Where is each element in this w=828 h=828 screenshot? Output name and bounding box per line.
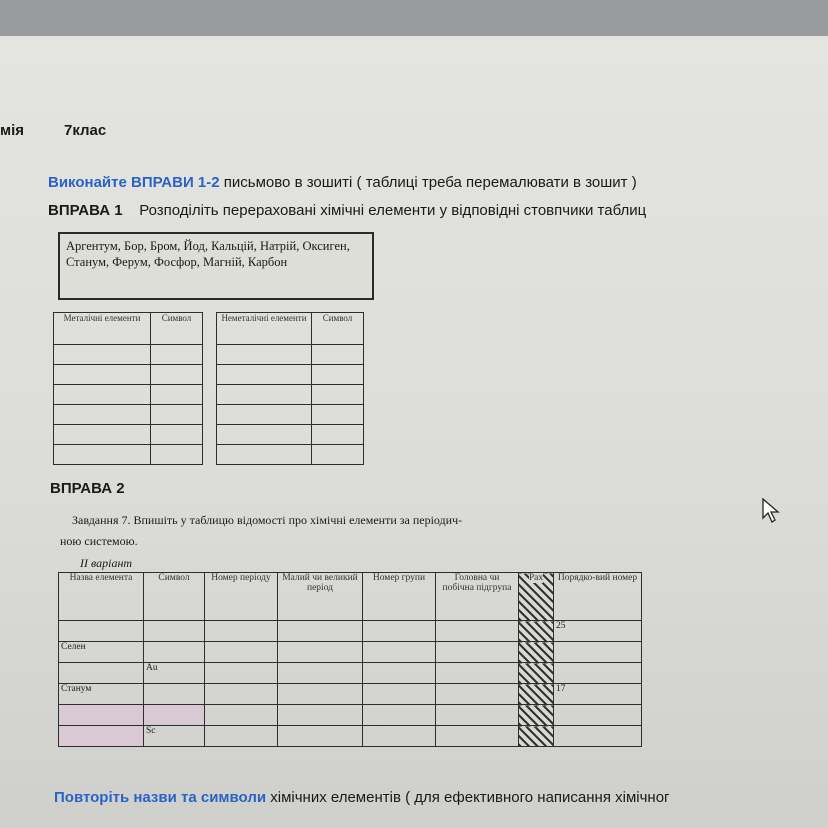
instruction-highlight: Виконайте ВПРАВИ 1-2 <box>48 174 220 191</box>
elements-info-table <box>58 572 642 747</box>
metals-header-symbol: Символ <box>151 313 203 345</box>
col-header-name: Назва елемента <box>59 573 144 621</box>
table-row <box>59 621 642 642</box>
row3-symbol: Au <box>144 663 205 684</box>
col-header-hatched <box>519 573 554 621</box>
instruction-line <box>48 174 637 191</box>
variant-label: II варіант <box>80 556 133 570</box>
metals-table <box>53 312 203 465</box>
top-bar <box>0 0 828 36</box>
subject-label: мія <box>0 122 25 139</box>
nonmetals-header-name: Неметалічні елементи <box>217 313 312 345</box>
exercise2-label: ВПРАВА 2 <box>50 480 125 497</box>
footer-highlight: Повторіть назви та символи <box>54 789 267 806</box>
col-header-group: Номер групи <box>363 573 436 621</box>
col-header-symbol: Символ <box>144 573 205 621</box>
row1-number: 25 <box>554 621 642 642</box>
row4-name: Станум <box>59 684 144 705</box>
instruction-text: письмово в зошиті ( таблиці треба перемалювати в зошит ) <box>223 174 637 191</box>
grade-label: 7клас <box>64 122 107 139</box>
task-line-1: Завдання 7. Впишіть у таблицю відомості про хімічні елементи за періодич- <box>72 513 463 527</box>
exercise1-label: ВПРАВА 1 <box>48 202 123 219</box>
nonmetals-header-symbol: Символ <box>312 313 364 345</box>
col-header-period: Номер періоду <box>205 573 278 621</box>
exercise1-text: Розподіліть перераховані хімічні елементи у відповідні стовпчики таблиц <box>139 202 647 219</box>
hatched-header-text: Рах <box>528 573 544 583</box>
element-list-box: Аргентум, Бор, Бром, Йод, Кальцій, Натрій, Оксиген, Станум, Ферум, Фосфор, Магній, Карбон <box>58 232 374 300</box>
mouse-cursor-icon <box>762 498 780 524</box>
task-line-2: ною системою. <box>60 534 138 548</box>
col-header-period-size: Малий чи великий період <box>278 573 363 621</box>
col-header-subgroup: Головна чи побічна підгрупа <box>436 573 519 621</box>
table-row <box>59 642 642 663</box>
footer-line <box>54 789 670 806</box>
metals-header-name: Металічні елементи <box>54 313 151 345</box>
col-header-number: Порядко-вий номер <box>554 573 642 621</box>
row4-number: 17 <box>554 684 642 705</box>
footer-text: хімічних елементів ( для ефективного написання хімічног <box>270 789 670 806</box>
table-row <box>59 705 642 726</box>
table-row <box>59 684 642 705</box>
nonmetals-table <box>216 312 364 465</box>
table-row <box>59 663 642 684</box>
row6-symbol: Sc <box>144 726 205 747</box>
table-row <box>59 726 642 747</box>
exercise1-line <box>48 202 646 219</box>
row2-name: Селен <box>59 642 144 663</box>
